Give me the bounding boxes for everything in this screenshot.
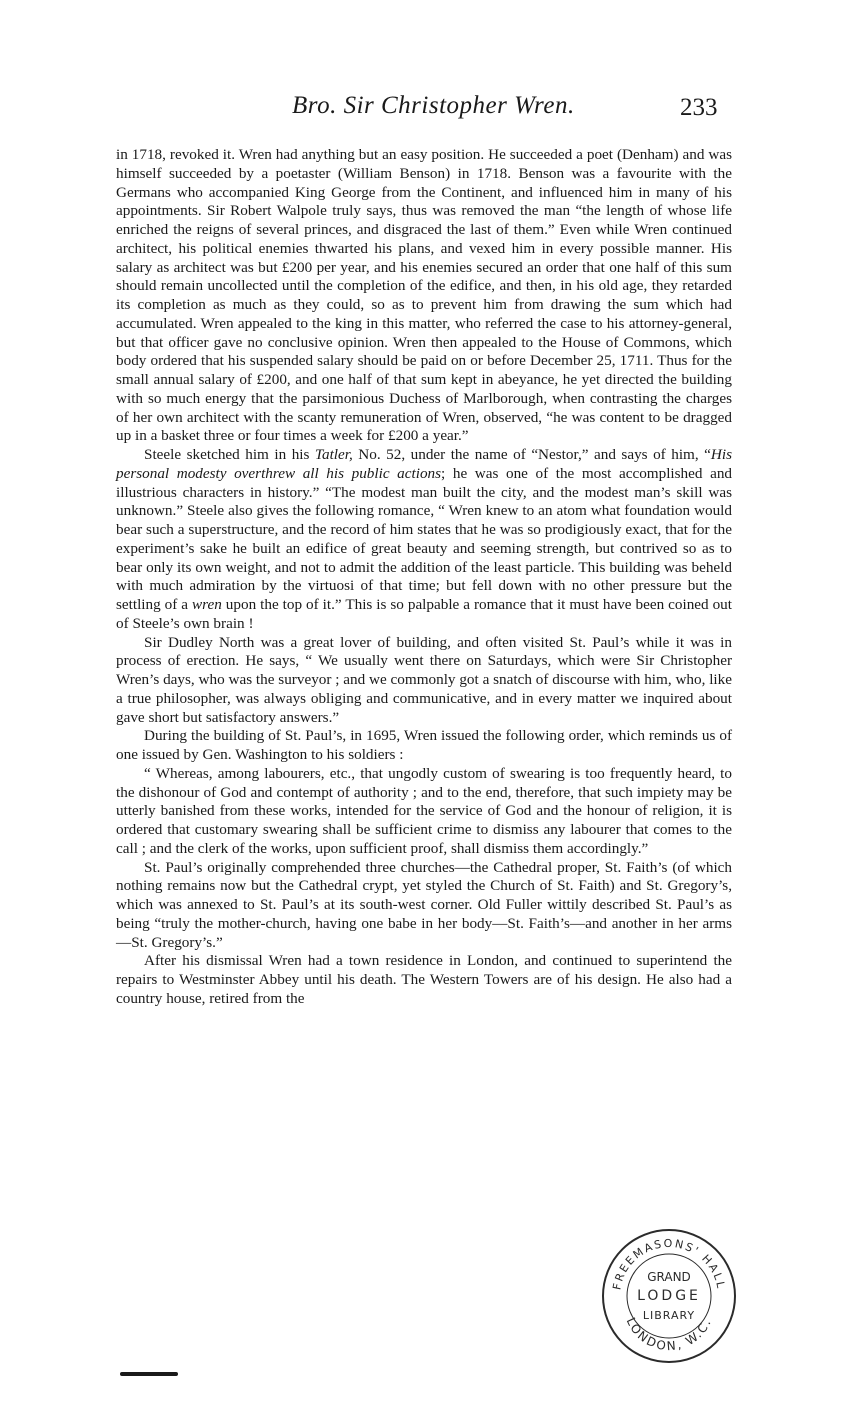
- text-span: ; he was one of the most accomplished and illustrious characters in history.” “The modest man built the city, and the modest man’s skill was unknown.” Steele also gives the following romance, “ Wren knew to an atom what foundation would bear such a superstructure, and the record of him states that he was so prodigiously exact, that for the experiment’s sake he built an edifice of great beauty and seeming strength, but contrived so as to bear only its own weight, and not to admit the addition of the least particle. This building was beheld with much admiration by the virtuosi of that time; but fell down with no other pressure but the settling of a: [116, 464, 733, 613]
- page-header: [0, 92, 852, 132]
- paragraph-wren-position: in 1718, revoked it. Wren had anything but an easy position. He succeeded a poet (Denham) and was himself succeeded by a poetaster (William Benson) in 1718. Benson was a favourite with the Germans who accompanied King George from the Continent, and influenced him in many of his appointments. Sir Robert Walpole truly says, thus was removed the man “the length of whose life enriched the reigns of several princes, and disgraced the last of them.” Even while Wren continued architect, his political enemies thwarted his plans, and vexed him in every possible manner. His salary as architect was but £200 per year, and his enemies secured an order that one half of this sum should remain uncollected until the completion of the edifice, and then, in his old age, they retarded its completion as much as they could, so as to prevent him from drawing the sum which had accumulated. Wren appealed to the king in this matter, who referred the case to his attorney-general, but that officer gave no conclusive opinion. Wren then appealed to the House of Commons, which body ordered that his suspended salary should be paid on or before December 25, 1711. Thus for the small annual salary of £200, and one half of that sum kept in abeyance, he yet directed the building with so much energy that the parsimonious Duchess of Marlborough, when contrasting the charges of her own architect with the scanty remuneration of Wren, observed, “he was content to be dragged up in a basket three or four times a week for £200 a year.”: [116, 146, 732, 445]
- stamp-line-grand: GRAND: [647, 1270, 691, 1284]
- body-text: [116, 146, 732, 1009]
- paragraph-dismissal: After his dismissal Wren had a town residence in London, and continued to superintend the repairs to Westminster Abbey until his death. The Western Towers are of his design. He also had a country house, retired from the: [116, 952, 732, 1007]
- text-span: upon the top of it.” This is so palpable a romance that it must have been coined out of Steele’s own brain !: [116, 596, 732, 632]
- running-title: Bro. Sir Christopher Wren.: [292, 92, 575, 119]
- stamp-line-library: LIBRARY: [642, 1309, 696, 1322]
- paragraph-order-intro: During the building of St. Paul’s, in 1695, Wren issued the following order, which reminds us of one issued by Gen. Washington to his soldiers :: [116, 727, 732, 763]
- stamp-seal-icon: [598, 1225, 740, 1367]
- paragraph-order-text: “ Whereas, among labourers, etc., that ungodly custom of swearing is too frequently heard, to the dishonour of God and contempt of authority ; and to the end, therefore, that such impiety may be utterly banished from these works, intended for the service of God and the honour of religion, it is ordered that customary swearing shall be sufficient crime to dismiss any labourer that comes to the call ; and the clerk of the works, upon sufficient proof, shall dismiss them accordingly.”: [116, 764, 732, 857]
- text-span: No. 52, under the name of “Nestor,” and says of him, “: [352, 446, 711, 463]
- paragraph-three-churches: St. Paul’s originally comprehended three churches—the Cathedral proper, St. Faith’s (of which nothing remains now but the Cathedral crypt, yet styled the Church of St. Faith) and St. Gregory’s, which was annexed to St. Paul’s at its south-west corner. Old Fuller wittily described St. Paul’s as being “truly the mother-church, having one babe in her body—St. Faith’s—and another in her arms—St. Gregory’s.”: [116, 858, 732, 951]
- ink-mark: [120, 1372, 178, 1376]
- page-number: 233: [680, 94, 718, 121]
- wren-word: wren: [192, 596, 222, 613]
- stamp-top-text: FREEMASONS' HALL: [610, 1236, 728, 1291]
- paragraph-dudley-north: Sir Dudley North was a great lover of building, and often visited St. Paul’s while it was in process of erection. He says, “ We usually went there on Saturdays, which were Sir Christopher Wren’s days, who was the surveyor ; and we commonly got a snatch of discourse with him, who, like a true philosopher, was always obliging and communicative, and in every matter we inquired about gave short but satisfactory answers.”: [116, 633, 732, 726]
- text-span: Steele sketched him in his: [144, 446, 315, 463]
- modesty-quote: His personal modesty overthrew all his public actions: [116, 446, 733, 482]
- stamp-bottom-text: LONDON, W.C.: [623, 1315, 715, 1354]
- tatler-title: Tatler,: [314, 446, 353, 463]
- library-stamp: [598, 1225, 740, 1367]
- stamp-line-lodge: LODGE: [637, 1288, 701, 1304]
- paragraph-steele: [116, 446, 732, 634]
